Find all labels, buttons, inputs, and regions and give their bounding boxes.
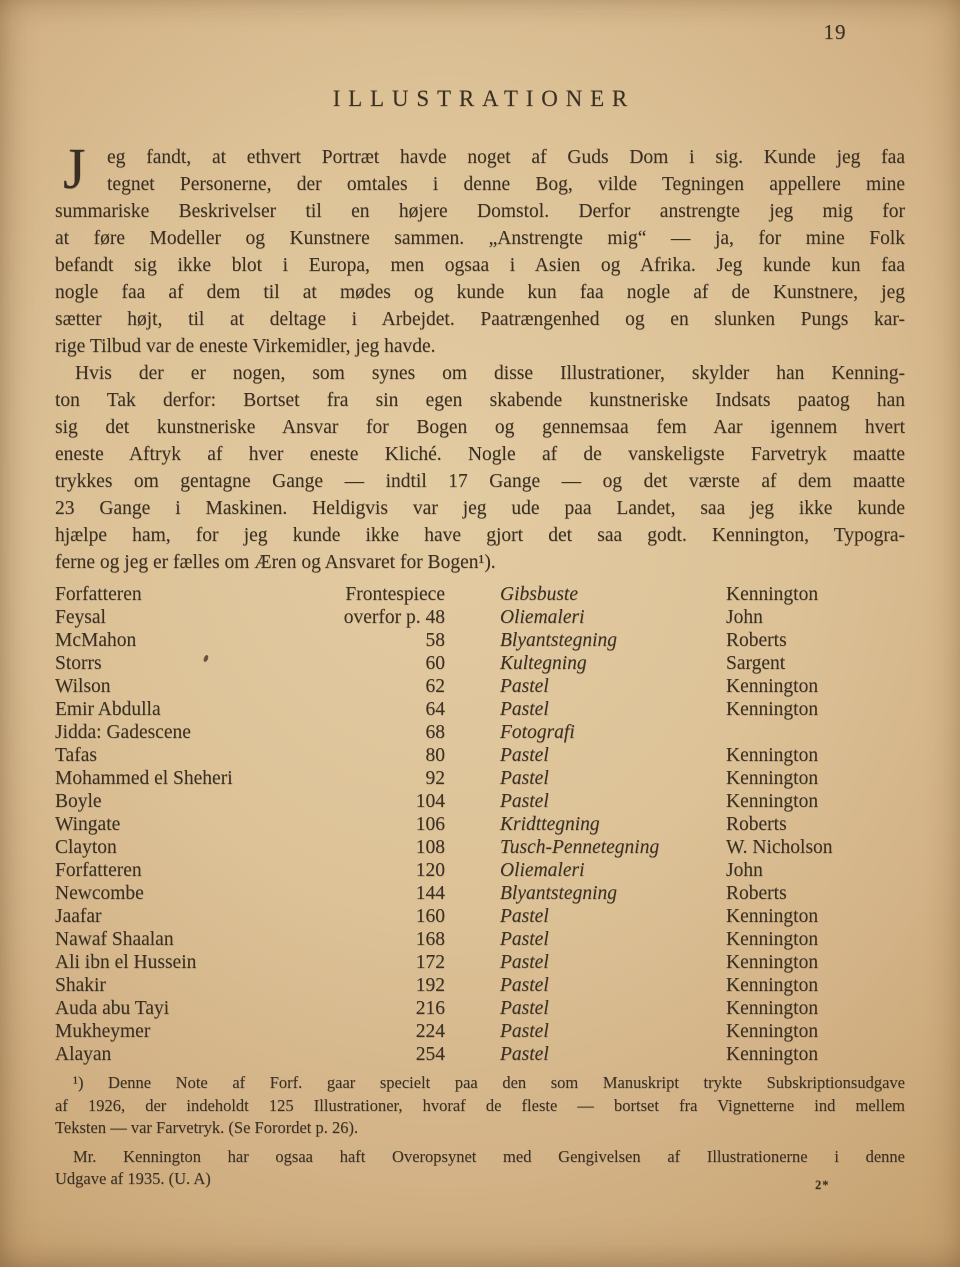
illustration-artist: W. Nicholson (726, 837, 833, 858)
illustration-row (55, 583, 905, 606)
illustration-row (55, 1020, 905, 1043)
illustration-page: Frontespiece (345, 584, 445, 605)
text-line: rige Tilbud var de eneste Virkemidler, jeg havde. (55, 336, 436, 357)
illustration-artist: Kennington (726, 584, 819, 605)
page-title: ILLUSTRATIONER (332, 86, 636, 111)
illustration-subject: Jidda: Gadescene (55, 722, 191, 743)
illustration-page: 216 (415, 998, 445, 1019)
illustration-technique: Pastel (500, 975, 549, 996)
illustration-page: 224 (415, 1021, 445, 1042)
illustration-artist: Kennington (726, 699, 819, 720)
footnote-line: ¹) Denne Note af Forf. gaar specielt paa den som Manuskript trykte Subskriptionsudgave (73, 1073, 905, 1092)
page-content (55, 136, 905, 1191)
footnote-line: Teksten — var Farvetryk. (Se Forordet p. 26). (55, 1118, 359, 1137)
illustration-row (55, 997, 905, 1020)
illustration-technique: Pastel (500, 1044, 549, 1065)
illustration-technique: Pastel (500, 1021, 549, 1042)
illustration-technique: Blyantstegning (500, 883, 617, 904)
illustration-row (55, 606, 905, 629)
illustration-technique: Fotografi (500, 722, 575, 743)
illustration-page: 168 (415, 929, 445, 950)
illustration-technique: Pastel (500, 768, 549, 789)
illustration-subject: Newcombe (55, 883, 144, 904)
illustration-technique: Oliemaleri (500, 607, 585, 628)
illustration-subject: Forfatteren (55, 584, 142, 605)
illustration-subject: Mohammed el Sheheri (55, 768, 233, 789)
illustration-artist: Kennington (726, 676, 819, 697)
illustration-page: 64 (425, 699, 445, 720)
illustration-technique: Pastel (500, 952, 549, 973)
illustration-subject: Tafas (55, 745, 97, 766)
illustration-artist: Roberts (726, 883, 787, 904)
illustration-page: 60 (425, 653, 445, 674)
illustration-technique: Oliemaleri (500, 860, 585, 881)
illustration-row (55, 698, 905, 721)
illustration-subject: Jaafar (55, 906, 102, 927)
illustration-page: 92 (425, 768, 445, 789)
illustration-row (55, 974, 905, 997)
illustration-artist: John (726, 860, 763, 881)
footnote-line: Mr. Kennington har ogsaa haft Overopsynet med Gengivelsen af Illustrationerne i denne (73, 1146, 905, 1166)
illustration-subject: Forfatteren (55, 860, 142, 881)
illustration-row (55, 1043, 905, 1066)
printers-signature-mark: 2* (815, 1178, 830, 1192)
illustration-technique: Pastel (500, 791, 549, 812)
illustration-row (55, 675, 905, 698)
illustration-technique: Pastel (500, 906, 549, 927)
illustration-artist: John (726, 607, 763, 628)
illustration-row (55, 629, 905, 652)
footnote-1935-edition (55, 1146, 905, 1191)
illustration-page: 80 (425, 745, 445, 766)
illustration-row (55, 721, 905, 744)
page-number: 19 (823, 20, 847, 44)
text-line: eg fandt, at ethvert Portræt havde noget af Guds Dom i sig. Kunde jeg faa (107, 147, 905, 168)
illustration-technique: Blyantstegning (500, 630, 617, 651)
illustration-page: 104 (415, 791, 445, 812)
illustration-row (55, 905, 905, 928)
illustration-page: 254 (415, 1044, 445, 1065)
text-line: tegnet Personerne, der omtales i denne Bog, vilde Tegningen appellere mine (107, 174, 905, 195)
illustration-artist: Kennington (726, 952, 819, 973)
illustration-subject: Feysal (55, 607, 106, 628)
illustration-technique: Pastel (500, 745, 549, 766)
illustration-technique: Pastel (500, 676, 549, 697)
illustration-page: 192 (415, 975, 445, 996)
text-line: sig det kunstneriske Ansvar for Bogen og gennemsaa fem Aar igennem hvert (55, 417, 905, 438)
illustration-page: 172 (415, 952, 445, 973)
illustration-subject: Boyle (55, 791, 102, 812)
illustration-artist: Kennington (726, 1021, 819, 1042)
text-line: at føre Modeller og Kunstnere sammen. „Anstrengte mig“ — ja, for mine Folk (55, 228, 905, 249)
illustration-subject: Auda abu Tayi (55, 998, 170, 1019)
illustration-technique: Gibsbuste (500, 584, 578, 605)
illustration-subject: Storrs (55, 653, 102, 674)
footnote-subscription-edition (55, 1072, 905, 1140)
text-line: nogle faa af dem til at mødes og kunde kun faa nogle af de Kunstnere, jeg (55, 282, 905, 303)
illustration-row (55, 859, 905, 882)
illustrations-list (55, 583, 905, 1066)
text-line: 23 Gange i Maskinen. Heldigvis var jeg ude paa Landet, saa jeg ikke kunde (55, 498, 905, 519)
illustration-artist: Roberts (726, 630, 787, 651)
illustration-artist: Kennington (726, 791, 819, 812)
illustration-technique: Pastel (500, 998, 549, 1019)
illustration-row (55, 652, 905, 675)
illustration-row (55, 813, 905, 836)
illustration-artist: Sargent (726, 653, 786, 674)
illustration-artist: Kennington (726, 768, 819, 789)
illustration-page: 62 (425, 676, 445, 697)
illustration-page: 106 (415, 814, 445, 835)
drop-cap: J (63, 136, 86, 201)
illustration-technique: Pastel (500, 699, 549, 720)
illustration-page: 144 (415, 883, 445, 904)
illustration-row (55, 790, 905, 813)
illustration-subject: Mukheymer (55, 1021, 151, 1042)
illustration-artist: Kennington (726, 975, 819, 996)
text-line: Hvis der er nogen, som synes om disse Illustrationer, skylder han Kenning- (75, 363, 905, 384)
illustration-subject: Alayan (55, 1044, 112, 1065)
illustration-page: 160 (415, 906, 445, 927)
illustration-page: 120 (415, 860, 445, 881)
illustration-row (55, 882, 905, 905)
illustration-row (55, 951, 905, 974)
text-line: trykkes om gentagne Gange — indtil 17 Gange — og det værste af dem maatte (55, 471, 905, 492)
text-line: ton Tak derfor: Bortset fra sin egen skabende kunstneriske Indsats paatog han (55, 390, 905, 411)
footnote-line: af 1926, der indeholdt 125 Illustrationer, hvoraf de fleste — bortset fra Vignetterne ind mellem (55, 1095, 905, 1115)
text-line: befandt sig ikke blot i Europa, men ogsaa i Asien og Afrika. Jeg kunde kun faa (55, 255, 905, 276)
text-line: sætter højt, til at deltage i Arbejdet. Paatrængenhed og en slunken Pungs kar- (55, 309, 905, 330)
illustration-artist: Kennington (726, 745, 819, 766)
illustration-page: 58 (425, 630, 445, 651)
illustration-row (55, 836, 905, 859)
illustration-artist: Kennington (726, 1044, 819, 1065)
text-line: eneste Aftryk af hver eneste Kliché. Nogle af de vanskeligste Farvetryk maatte (55, 444, 905, 465)
illustration-subject: Nawaf Shaalan (55, 929, 174, 950)
illustration-subject: Shakir (55, 975, 106, 996)
illustration-artist: Kennington (726, 929, 819, 950)
illustration-subject: Wilson (55, 676, 111, 697)
text-line: ferne og jeg er fælles om Æren og Ansvaret for Bogen¹). (55, 552, 496, 573)
illustration-technique: Kridttegning (500, 814, 600, 835)
illustration-artist: Kennington (726, 998, 819, 1019)
credit-paragraph (55, 360, 905, 576)
illustration-page: 68 (425, 722, 445, 743)
illustration-page: overfor p. 48 (343, 607, 445, 628)
illustration-technique: Kultegning (500, 653, 587, 674)
text-line: summariske Beskrivelser til en højere Domstol. Derfor anstrengte jeg mig for (55, 201, 905, 222)
footnote-line: Udgave af 1935. (U. A) (55, 1169, 211, 1188)
illustration-row (55, 928, 905, 951)
illustration-subject: Emir Abdulla (55, 699, 161, 720)
intro-paragraph (55, 136, 905, 360)
text-line: hjælpe ham, for jeg kunde ikke have gjort det saa godt. Kennington, Typogra- (55, 525, 905, 546)
illustration-artist: Roberts (726, 814, 787, 835)
illustration-artist: Kennington (726, 906, 819, 927)
illustration-technique: Tusch-Pennetegning (500, 837, 660, 858)
illustration-row (55, 767, 905, 790)
illustration-technique: Pastel (500, 929, 549, 950)
illustration-artist (723, 721, 905, 744)
illustration-row (55, 744, 905, 767)
illustration-subject: Wingate (55, 814, 121, 835)
illustration-page: 108 (415, 837, 445, 858)
illustration-subject: Ali ibn el Hussein (55, 952, 197, 973)
illustration-subject: McMahon (55, 630, 137, 651)
illustration-subject: Clayton (55, 837, 117, 858)
